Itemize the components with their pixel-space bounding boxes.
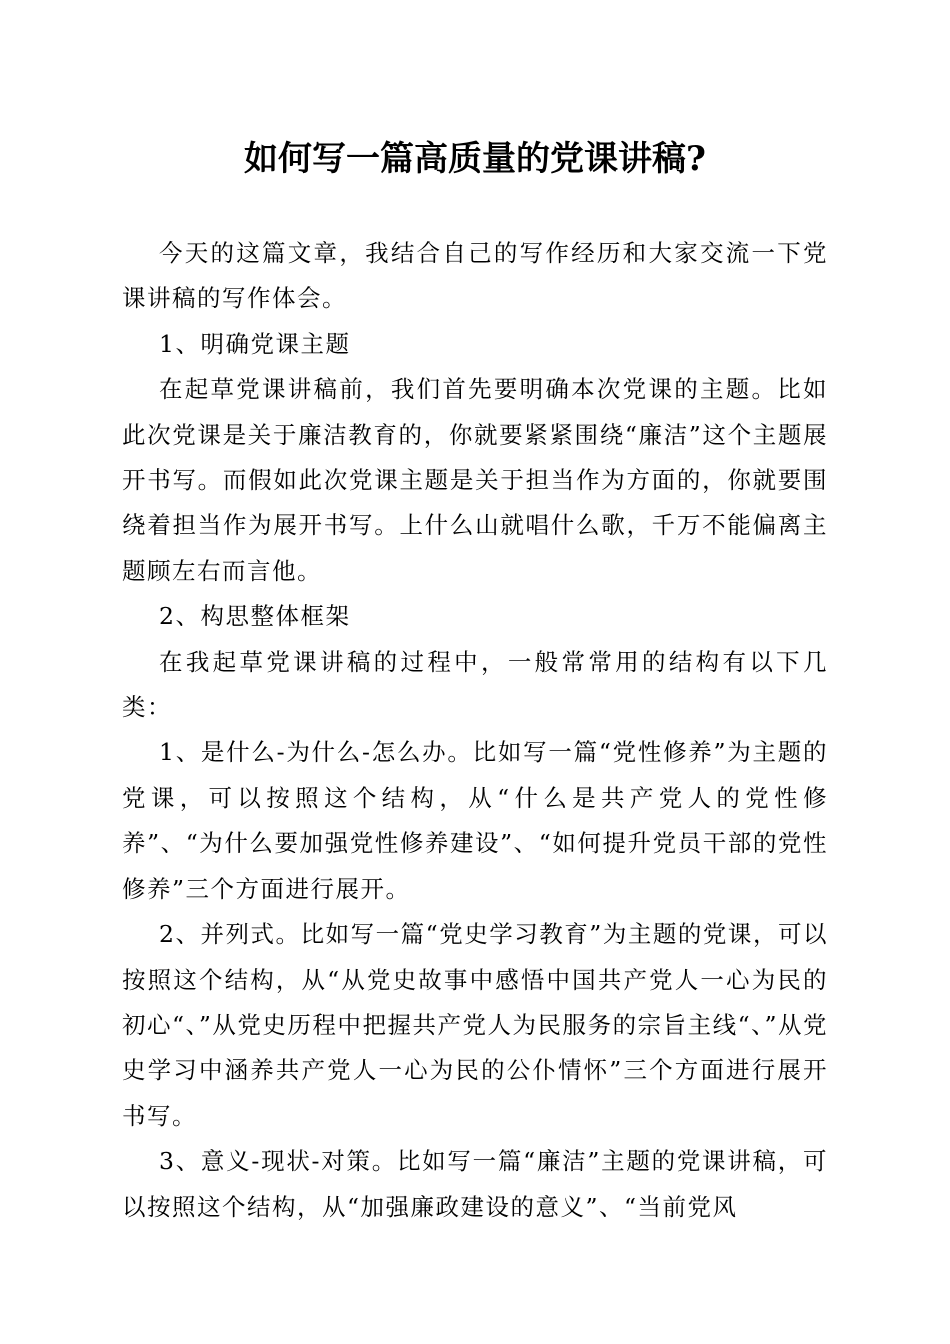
section-heading-2: 2、构思整体框架 [159, 602, 351, 631]
paragraph-section-1: 在起草党课讲稿前，我们首先要明确本次党课的主题。比如此次党课是关于廉洁教育的，你就要紧紧围绕“廉洁”这个主题展开书写。而假如此次党课主题是关于担当作为方面的，你就要围绕着担当作为展开书写。上什么山就唱什么歌，千万不能偏离主题顾左右而言他。 [122, 375, 828, 585]
paragraph-structure-1: 1、是什么-为什么-怎么办。比如写一篇“党性修养”为主题的党课，可以按照这个结构，从“什么是共产党人的党性修养”、“为什么要加强党性修养建设”、“如何提升党员干部的党性修养”三个方面进行展开。 [122, 738, 828, 903]
section-heading-1: 1、明确党课主题 [159, 329, 351, 358]
paragraph-structure-2: 2、并列式。比如写一篇“党史学习教育”为主题的党课，可以按照这个结构，从“从党史故事中感悟中国共产党人一心为民的初心“、”从党史历程中把握共产党人为民服务的宗旨主线“、”从党史学习中涵养共产党人一心为民的公仆情怀”三个方面进行展开书写。 [122, 920, 828, 1130]
paragraph-structures-intro: 在我起草党课讲稿的过程中，一般常常用的结构有以下几类： [122, 647, 828, 722]
paragraph-intro: 今天的这篇文章，我结合自己的写作经历和大家交流一下党课讲稿的写作体会。 [122, 239, 828, 313]
paragraph-structure-3: 3、意义-现状-对策。比如写一篇“廉洁”主题的党课讲稿，可以按照这个结构，从“加强廉政建设的意义”、“当前党风 [122, 1147, 828, 1221]
document-title: 如何写一篇高质量的党课讲稿? [244, 139, 706, 179]
document-body [122, 231, 828, 1230]
